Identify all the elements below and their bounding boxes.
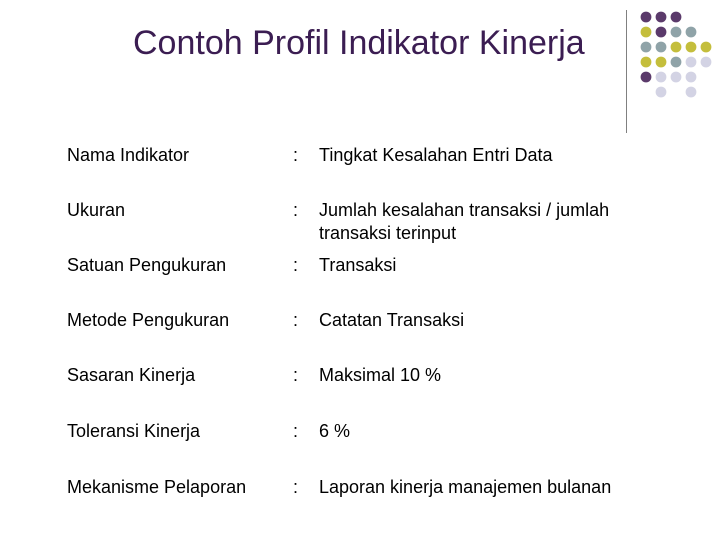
row-value: Transaksi	[319, 255, 397, 275]
decorative-dot	[641, 57, 652, 68]
decorative-dot	[641, 12, 652, 23]
row-separator: :	[293, 255, 299, 275]
decorative-dot	[701, 42, 712, 53]
decorative-dot	[686, 57, 697, 68]
row-label: Ukuran	[67, 200, 126, 220]
decorative-dot	[641, 42, 652, 53]
decorative-dot	[641, 27, 652, 38]
row-label: Mekanisme Pelaporan	[67, 477, 247, 497]
decorative-dot	[656, 12, 667, 23]
row-value: Maksimal 10 %	[319, 365, 442, 385]
decorative-dot	[671, 12, 682, 23]
decorative-dot	[686, 87, 697, 98]
decorative-dot	[686, 72, 697, 83]
row-separator: :	[293, 365, 299, 385]
row-value: 6 %	[319, 421, 351, 441]
decorative-dot	[656, 27, 667, 38]
row-label: Sasaran Kinerja	[67, 365, 196, 385]
decorative-dot	[671, 27, 682, 38]
decorative-dot	[641, 72, 652, 83]
row-separator: :	[293, 200, 299, 220]
decorative-dot	[686, 42, 697, 53]
row-value: Jumlah kesalahan transaksi / jumlah transaksi terinput	[319, 200, 610, 243]
decorative-dot	[671, 72, 682, 83]
row-value: Laporan kinerja manajemen bulanan	[319, 477, 612, 497]
row-label: Metode Pengukuran	[67, 310, 230, 330]
decorative-dot	[671, 57, 682, 68]
row-label: Nama Indikator	[67, 145, 190, 165]
row-value: Catatan Transaksi	[319, 310, 465, 330]
row-label: Satuan Pengukuran	[67, 255, 227, 275]
decorative-dot	[656, 72, 667, 83]
decorative-dot	[656, 87, 667, 98]
row-separator: :	[293, 310, 299, 330]
decorative-dot	[656, 57, 667, 68]
title-divider	[626, 10, 627, 133]
decorative-dot	[671, 42, 682, 53]
decorative-dot	[656, 42, 667, 53]
row-separator: :	[293, 145, 299, 165]
decorative-dot	[686, 27, 697, 38]
row-value: Tingkat Kesalahan Entri Data	[319, 145, 553, 165]
row-label: Toleransi Kinerja	[67, 421, 201, 441]
slide-title: Contoh Profil Indikator Kinerja	[133, 24, 585, 62]
dot-grid-icon	[638, 8, 720, 118]
decorative-dot	[701, 57, 712, 68]
row-separator: :	[293, 421, 299, 441]
row-separator: :	[293, 477, 299, 497]
